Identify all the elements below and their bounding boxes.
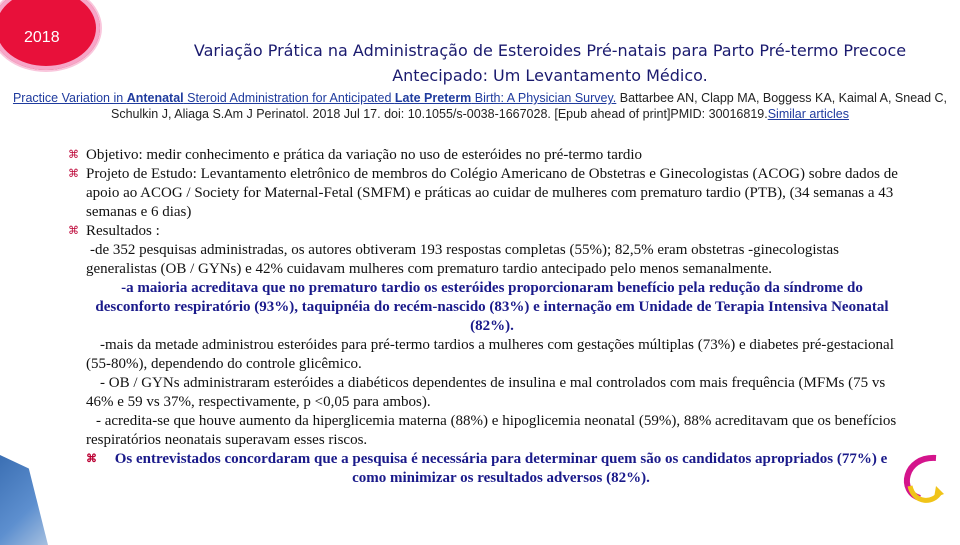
result-paragraph: - OB / GYNs administraram esteróides a diabéticos dependentes de insulina e mal controlados com mais frequência (MFMs (75 vs 46% e 59 vs 37%, respectivamente, p <0,05 para ambos).: [86, 375, 886, 410]
bullet-marker-icon: ⌘: [68, 149, 79, 161]
citation: [10, 90, 950, 122]
similar-articles-link[interactable]: Similar articles: [767, 107, 849, 121]
bullet-marker-icon: ⌘: [68, 225, 79, 237]
result-paragraph: - acredita-se que houve aumento da hiperglicemia materna (88%) e hipoglicemia neonatal (59%), 88% acreditavam que os benefícios respiratórios neonatais superavam esses riscos.: [86, 413, 897, 448]
decorative-corner-strip: [0, 455, 48, 545]
result-paragraph: -de 352 pesquisas administradas, os autores obtiveram 193 respostas completas (55%); 82,5% eram obstetras -ginecologistas generalistas (OB / GYNs) e 42% cuidavam mulheres com prematuro tardio antecipado pelo menos semanalmente.: [86, 242, 839, 277]
conclusion-item: [86, 450, 898, 488]
list-item: [68, 165, 898, 222]
bullet-marker-icon: ⌘: [68, 168, 79, 180]
objective-text: Objetivo: medir conhecimento e prática da variação no uso de esteróides no pré-termo tardio: [86, 147, 643, 163]
summary-content: [68, 146, 898, 488]
curved-arrow-icon: [896, 452, 946, 512]
title-line-2: Antecipado: Um Levantamento Médico.: [392, 66, 708, 85]
list-item: [68, 146, 898, 165]
year-badge-text: 2018: [24, 29, 60, 46]
bullet-marker-icon: ⌘: [86, 453, 97, 465]
list-item: [68, 222, 898, 241]
page-title: [150, 38, 950, 88]
study-design-text: Projeto de Estudo: Levantamento eletrônico de membros do Colégio Americano de Obstetras e Ginecologistas (ACOG) sobre dados de apoio ao ACOG / Society for Maternal-Fetal (SMFM) e práticas ao cuidar de mulheres com prematuro tardio (PTB), (34 semanas a 43 semanas e 6 dias): [86, 166, 898, 220]
conclusion-text: Os entrevistados concordaram que a pesquisa é necessária para determinar quem são os candidatos apropriados (77%) e como minimizar os resultados adversos (82%).: [114, 451, 888, 486]
result-paragraph-emphasis: -a maioria acreditava que no prematuro tardio os esteróides proporcionaram benefício pela redução da síndrome do desconforto respiratório (93%), taquipnéia do recém-nascido (83%) e internação em Unidade de Terapia Intensiva Neonatal (82%).: [95, 280, 889, 334]
results-label: Resultados :: [86, 223, 160, 239]
article-link[interactable]: Practice Variation in Antenatal Steroid Administration for Anticipated Late Preterm Birth: A Physician Survey.: [12, 91, 617, 105]
title-line-1: Variação Prática na Administração de Esteroides Pré-natais para Parto Pré-termo Precoce: [193, 41, 907, 60]
citation-authors: Battarbee AN, Clapp MA, Boggess KA, Kaimal A, Snead C, Schulkin J, Aliaga S.Am J Perinatol. 2018 Jul 17. doi: 10.1055/s-0038-1667028. [Epub ahead of print]PMID: 30016819.: [111, 91, 948, 121]
result-paragraph: -mais da metade administrou esteróides para pré-termo tardios a mulheres com gestações múltiplas (73%) e diabetes pré-gestacional (55-80%), dependendo do controle glicêmico.: [86, 337, 894, 372]
